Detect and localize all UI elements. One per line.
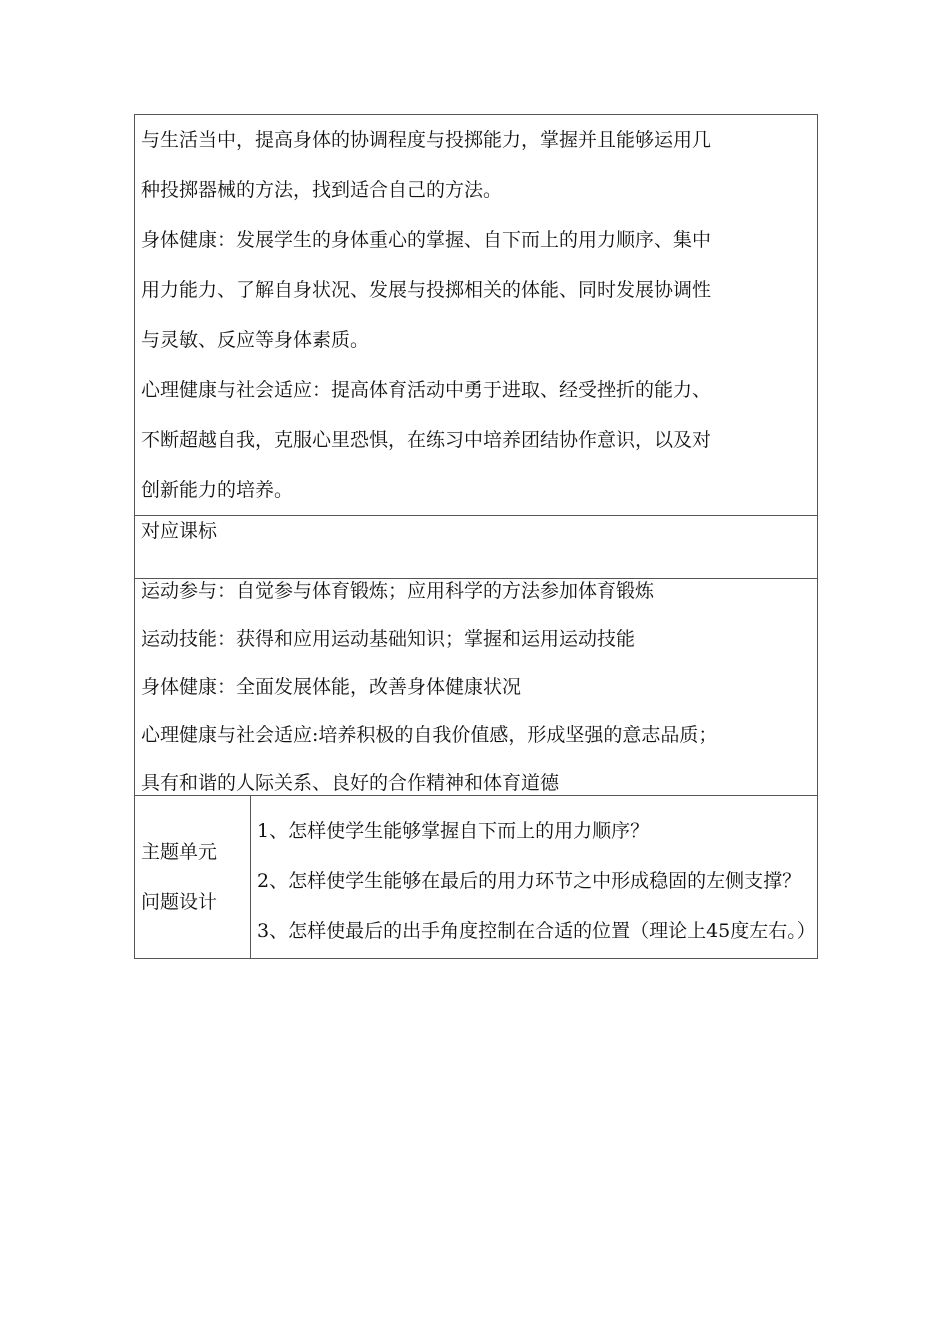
standard-item: 运动参与：自觉参与体育锻炼；应用科学的方法参加体育锻炼: [141, 580, 655, 602]
questions-label-cell: [135, 796, 251, 959]
goals-line: 与灵敏、反应等身体素质。: [141, 329, 370, 351]
goals-line: 用力能力、了解自身状况、发展与投掷相关的体能、同时发展协调性: [141, 279, 712, 301]
goals-line: 心理健康与社会适应：提高体育活动中勇于进取、经受挫折的能力、: [141, 379, 712, 401]
goals-line: 身体健康：发展学生的身体重心的掌握、自下而上的用力顺序、集中: [141, 229, 712, 251]
standard-item: 身体健康：全面发展体能，改善身体健康状况: [141, 676, 522, 698]
questions-cell: [251, 796, 818, 959]
goals-line: 创新能力的培养。: [141, 479, 294, 501]
standard-item: 运动技能：获得和应用运动基础知识；掌握和运用运动技能: [141, 628, 636, 650]
goals-line: 种投掷器械的方法，找到适合自己的方法。: [141, 179, 503, 201]
standard-item: 具有和谐的人际关系、良好的合作精神和体育道德: [141, 772, 560, 794]
standards-heading-row: [135, 516, 818, 579]
goals-line: 与生活当中，提高身体的协调程度与投掷能力，掌握并且能够运用几: [141, 129, 712, 151]
question-item: 3、怎样使最后的出手角度控制在合适的位置（理论上45度左右。）: [257, 920, 816, 942]
goals-cell: [135, 115, 818, 516]
questions-row: [135, 796, 818, 959]
goals-line: 不断超越自我，克服心里恐惧，在练习中培养团结协作意识，以及对: [141, 429, 712, 451]
question-item: 1、怎样使学生能够掌握自下而上的用力顺序？: [257, 820, 650, 842]
questions-label: 主题单元: [141, 841, 218, 863]
standard-item: 心理健康与社会适应:培养积极的自我价值感，形成坚强的意志品质；: [141, 724, 718, 746]
standards-row: [135, 579, 818, 796]
standards-cell: [135, 579, 818, 796]
goals-row: [135, 115, 818, 516]
question-item: 2、怎样使学生能够在最后的用力环节之中形成稳固的左侧支撑？: [257, 870, 802, 892]
lesson-plan-table: [134, 114, 818, 959]
standards-heading: 对应课标: [135, 516, 818, 579]
questions-label: 问题设计: [141, 891, 218, 913]
